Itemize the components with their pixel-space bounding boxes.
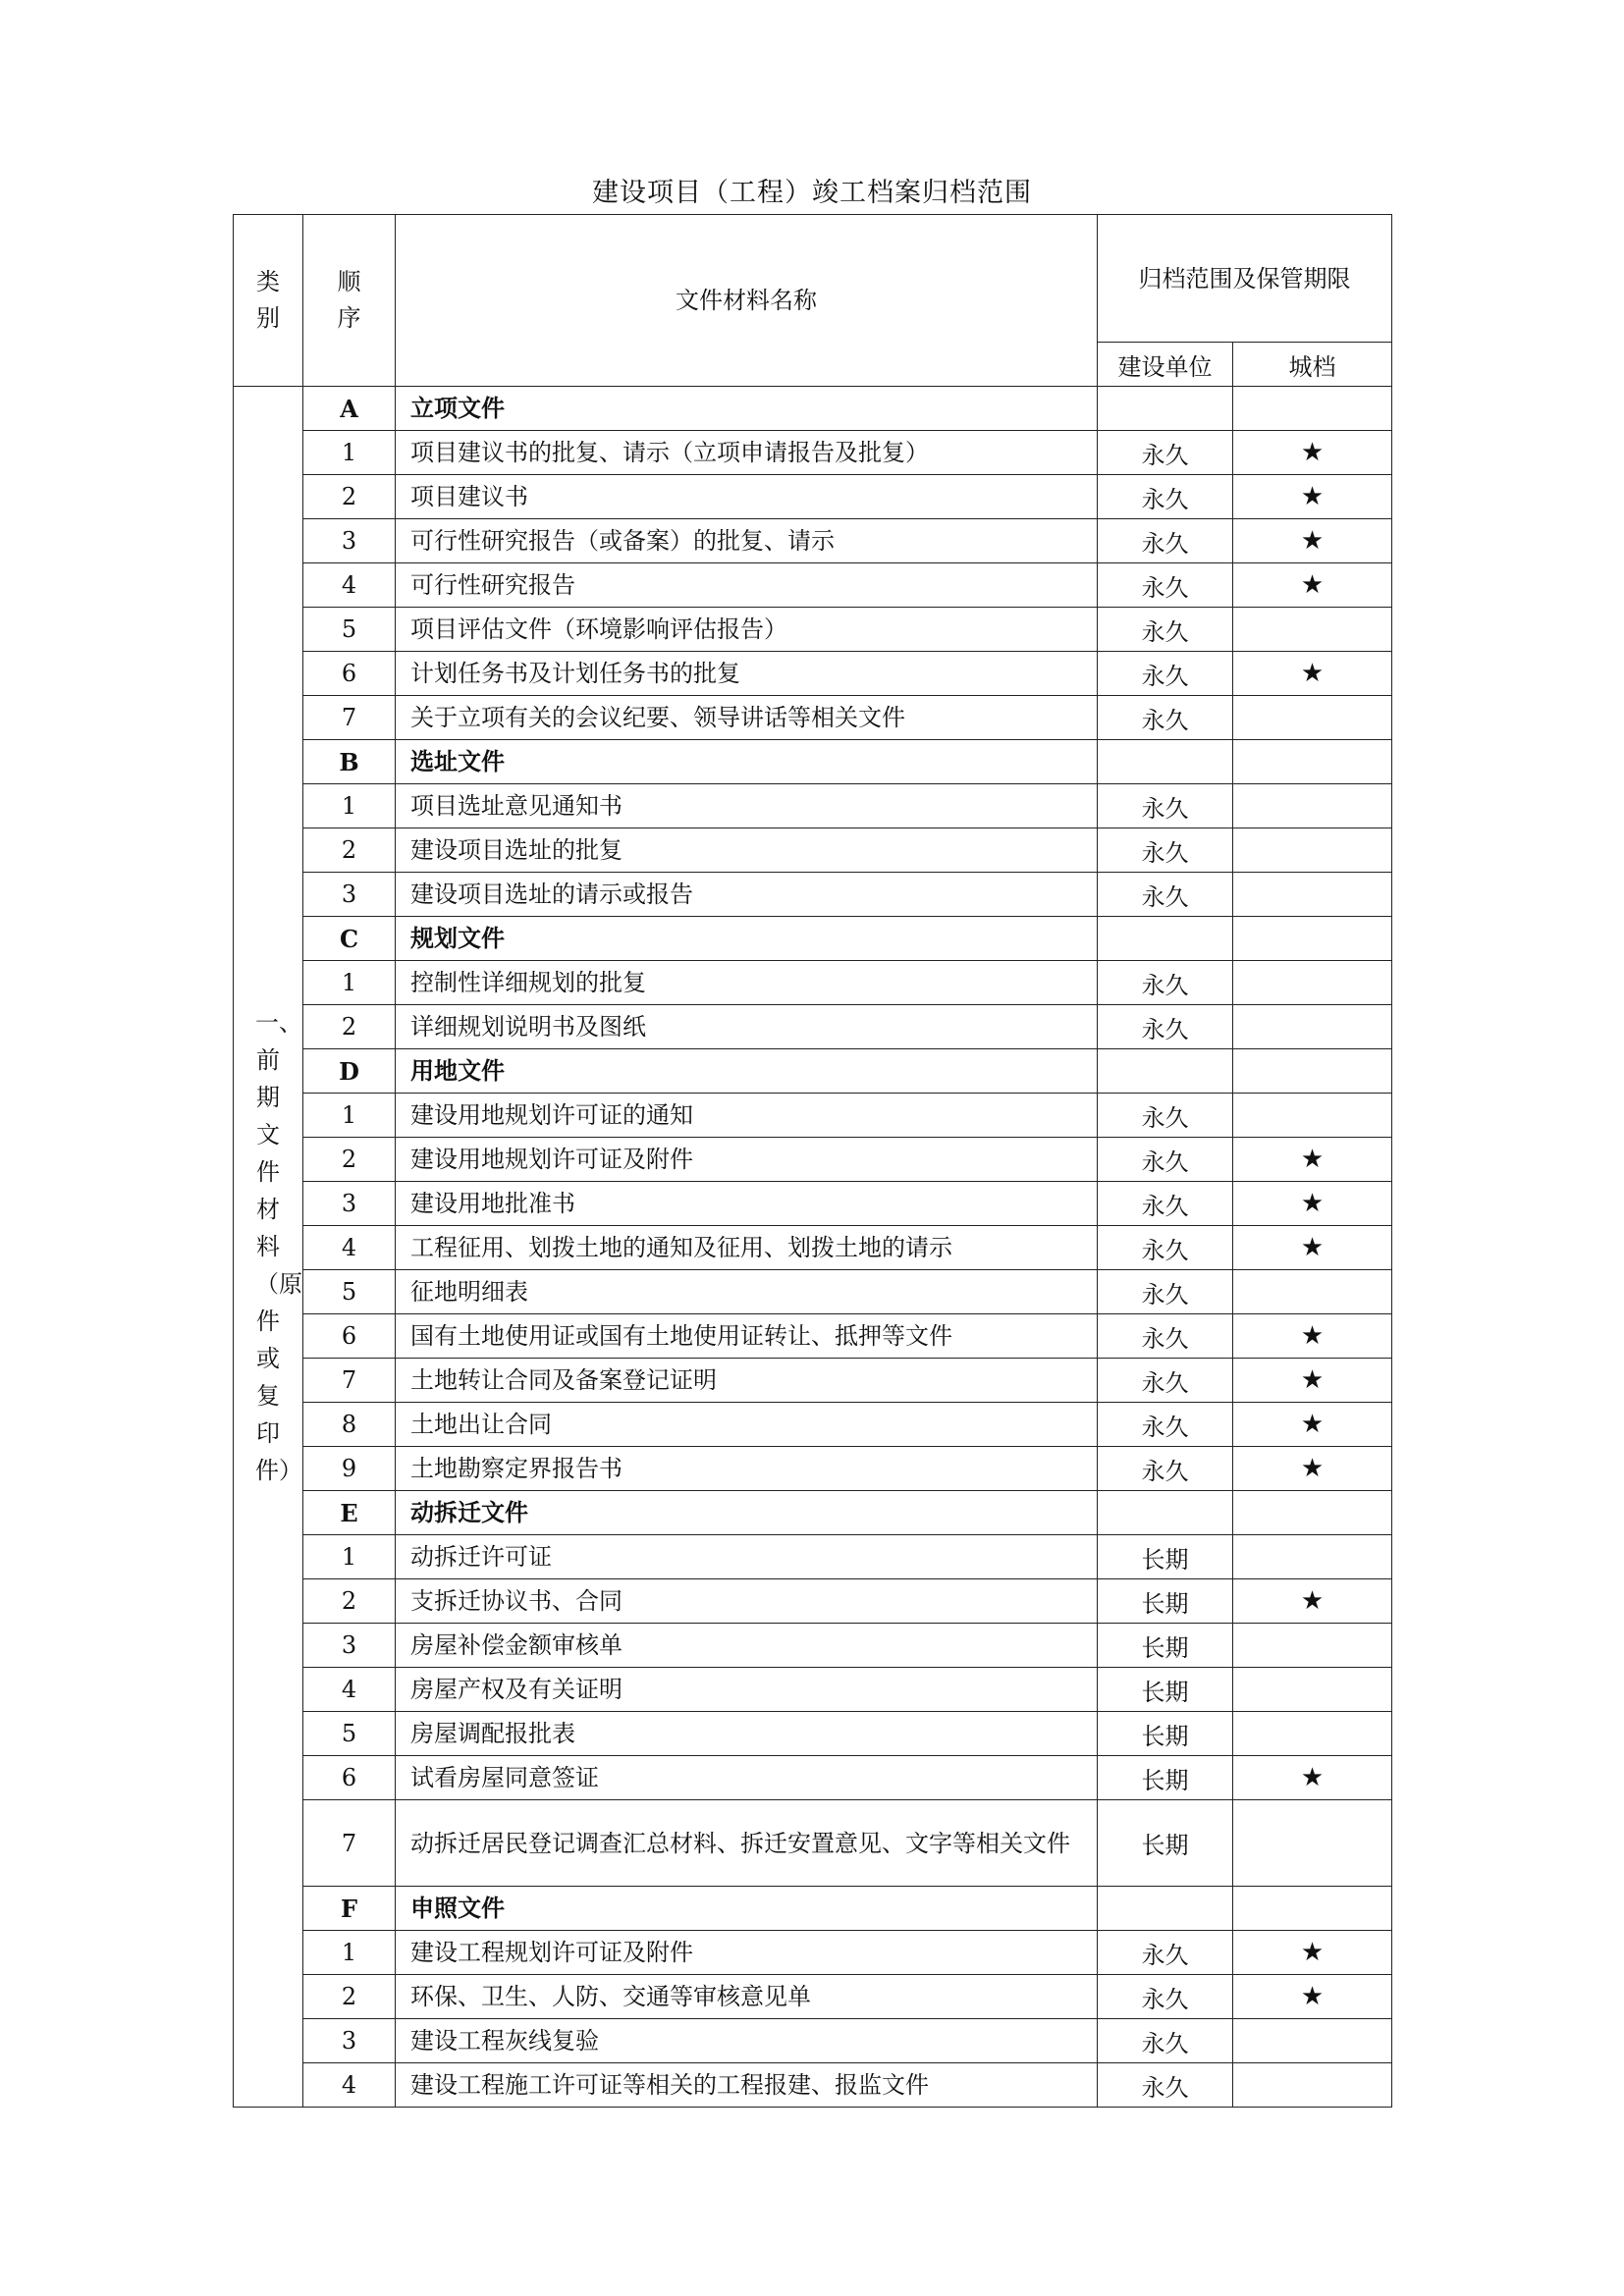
row-city-archive-star: ★ — [1233, 1138, 1392, 1182]
table-row — [234, 1226, 1392, 1270]
row-retention-unit: 永久 — [1098, 431, 1233, 475]
row-retention-unit: 永久 — [1098, 1359, 1233, 1403]
row-sequence: 2 — [303, 828, 396, 873]
row-file-name: 建设工程施工许可证等相关的工程报建、报监文件 — [396, 2063, 1098, 2108]
row-sequence: 6 — [303, 1756, 396, 1800]
row-city-archive-star: ★ — [1233, 1359, 1392, 1403]
row-retention-unit: 永久 — [1098, 784, 1233, 828]
table-row — [234, 1270, 1392, 1314]
row-file-name: 环保、卫生、人防、交通等审核意见单 — [396, 1975, 1098, 2019]
row-file-name: 申照文件 — [396, 1887, 1098, 1931]
section-row — [234, 740, 1392, 784]
row-sequence: C — [303, 917, 396, 961]
section-row — [234, 1887, 1392, 1931]
table-row — [234, 961, 1392, 1005]
table-row — [234, 1005, 1392, 1049]
row-sequence: E — [303, 1491, 396, 1535]
row-retention-unit — [1098, 1049, 1233, 1094]
row-sequence: 1 — [303, 961, 396, 1005]
row-retention-unit: 长期 — [1098, 1712, 1233, 1756]
row-file-name: 建设用地批准书 — [396, 1182, 1098, 1226]
row-city-archive-star: ★ — [1233, 652, 1392, 696]
row-sequence: 6 — [303, 1314, 396, 1359]
row-sequence: 1 — [303, 1094, 396, 1138]
row-retention-unit: 永久 — [1098, 1314, 1233, 1359]
header-file-name-label: 文件材料名称 — [676, 287, 817, 314]
row-sequence: 4 — [303, 563, 396, 608]
row-sequence: 1 — [303, 1535, 396, 1579]
row-sequence: A — [303, 387, 396, 431]
row-file-name: 建设工程规划许可证及附件 — [396, 1931, 1098, 1975]
category-label: 一、前期文件材料（原件或复印件） — [255, 1009, 302, 1484]
row-file-name: 试看房屋同意签证 — [396, 1756, 1098, 1800]
row-retention-unit: 永久 — [1098, 873, 1233, 917]
row-retention-unit — [1098, 1491, 1233, 1535]
header-city-archive: 城档 — [1233, 343, 1392, 387]
row-file-name: 土地转让合同及备案登记证明 — [396, 1359, 1098, 1403]
table-row — [234, 828, 1392, 873]
row-city-archive-star — [1233, 873, 1392, 917]
table-row — [234, 1975, 1392, 2019]
row-file-name: 房屋补偿金额审核单 — [396, 1624, 1098, 1668]
row-file-name: 动拆迁文件 — [396, 1491, 1098, 1535]
row-file-name: 房屋调配报批表 — [396, 1712, 1098, 1756]
row-sequence: 7 — [303, 1359, 396, 1403]
row-city-archive-star — [1233, 917, 1392, 961]
table-row — [234, 1182, 1392, 1226]
row-file-name: 建设用地规划许可证的通知 — [396, 1094, 1098, 1138]
row-retention-unit: 长期 — [1098, 1624, 1233, 1668]
section-row — [234, 1049, 1392, 1094]
row-retention-unit: 永久 — [1098, 1270, 1233, 1314]
table-row — [234, 1800, 1392, 1887]
row-file-name: 房屋产权及有关证明 — [396, 1668, 1098, 1712]
table-row — [234, 696, 1392, 740]
row-city-archive-star: ★ — [1233, 1314, 1392, 1359]
row-file-name: 规划文件 — [396, 917, 1098, 961]
header-sequence-label: 顺序 — [337, 268, 361, 332]
table-row — [234, 1931, 1392, 1975]
row-city-archive-star — [1233, 696, 1392, 740]
row-sequence: B — [303, 740, 396, 784]
table-row — [234, 1756, 1392, 1800]
category-cell — [234, 387, 303, 2108]
row-retention-unit: 永久 — [1098, 519, 1233, 563]
row-retention-unit: 永久 — [1098, 652, 1233, 696]
header-file-name — [396, 215, 1098, 387]
row-sequence: 2 — [303, 1975, 396, 2019]
row-retention-unit: 永久 — [1098, 828, 1233, 873]
row-retention-unit: 永久 — [1098, 1005, 1233, 1049]
row-file-name: 计划任务书及计划任务书的批复 — [396, 652, 1098, 696]
row-retention-unit: 永久 — [1098, 1138, 1233, 1182]
row-file-name: 项目建议书的批复、请示（立项申请报告及批复） — [396, 431, 1098, 475]
row-city-archive-star — [1233, 828, 1392, 873]
row-sequence: 7 — [303, 1800, 396, 1887]
row-sequence: 6 — [303, 652, 396, 696]
table-body — [234, 215, 1392, 2108]
table-row — [234, 2063, 1392, 2108]
row-city-archive-star — [1233, 1094, 1392, 1138]
row-sequence: 2 — [303, 475, 396, 519]
row-city-archive-star — [1233, 2063, 1392, 2108]
row-sequence: 5 — [303, 608, 396, 652]
row-retention-unit: 永久 — [1098, 696, 1233, 740]
row-city-archive-star — [1233, 784, 1392, 828]
row-file-name: 土地出让合同 — [396, 1403, 1098, 1447]
table-row — [234, 1712, 1392, 1756]
table-row — [234, 652, 1392, 696]
header-row-1 — [234, 215, 1392, 343]
row-sequence: D — [303, 1049, 396, 1094]
row-file-name: 国有土地使用证或国有土地使用证转让、抵押等文件 — [396, 1314, 1098, 1359]
table-row — [234, 1403, 1392, 1447]
row-retention-unit: 永久 — [1098, 2019, 1233, 2063]
row-city-archive-star — [1233, 1712, 1392, 1756]
row-city-archive-star — [1233, 608, 1392, 652]
table-row — [234, 1447, 1392, 1491]
row-sequence: 3 — [303, 519, 396, 563]
row-city-archive-star — [1233, 1887, 1392, 1931]
row-file-name: 可行性研究报告（或备案）的批复、请示 — [396, 519, 1098, 563]
row-file-name: 建设用地规划许可证及附件 — [396, 1138, 1098, 1182]
row-city-archive-star — [1233, 1800, 1392, 1887]
row-retention-unit: 永久 — [1098, 1226, 1233, 1270]
row-file-name: 项目评估文件（环境影响评估报告） — [396, 608, 1098, 652]
row-city-archive-star — [1233, 961, 1392, 1005]
row-city-archive-star — [1233, 1491, 1392, 1535]
table-row — [234, 1535, 1392, 1579]
row-file-name: 关于立项有关的会议纪要、领导讲话等相关文件 — [396, 696, 1098, 740]
row-city-archive-star — [1233, 1535, 1392, 1579]
row-file-name: 立项文件 — [396, 387, 1098, 431]
row-city-archive-star: ★ — [1233, 519, 1392, 563]
row-sequence: 4 — [303, 1668, 396, 1712]
row-retention-unit: 永久 — [1098, 608, 1233, 652]
row-file-name: 建设项目选址的请示或报告 — [396, 873, 1098, 917]
row-sequence: 9 — [303, 1447, 396, 1491]
row-sequence: 2 — [303, 1005, 396, 1049]
row-city-archive-star — [1233, 1668, 1392, 1712]
row-file-name: 可行性研究报告 — [396, 563, 1098, 608]
table-row — [234, 519, 1392, 563]
header-archive-scope-label: 归档范围及保管期限 — [1138, 264, 1351, 293]
row-city-archive-star — [1233, 740, 1392, 784]
row-city-archive-star: ★ — [1233, 1447, 1392, 1491]
row-retention-unit: 永久 — [1098, 1447, 1233, 1491]
row-retention-unit — [1098, 740, 1233, 784]
row-retention-unit: 长期 — [1098, 1579, 1233, 1624]
row-city-archive-star — [1233, 2019, 1392, 2063]
table-row — [234, 873, 1392, 917]
row-sequence: F — [303, 1887, 396, 1931]
section-row — [234, 917, 1392, 961]
table-row — [234, 1094, 1392, 1138]
table-row — [234, 608, 1392, 652]
section-row — [234, 1491, 1392, 1535]
row-sequence: 1 — [303, 431, 396, 475]
row-retention-unit: 永久 — [1098, 1975, 1233, 2019]
row-city-archive-star: ★ — [1233, 1931, 1392, 1975]
row-sequence: 4 — [303, 1226, 396, 1270]
row-file-name: 详细规划说明书及图纸 — [396, 1005, 1098, 1049]
section-row — [234, 387, 1392, 431]
header-sequence — [303, 215, 396, 387]
row-retention-unit: 长期 — [1098, 1756, 1233, 1800]
row-file-name: 用地文件 — [396, 1049, 1098, 1094]
row-city-archive-star: ★ — [1233, 563, 1392, 608]
row-file-name: 建设项目选址的批复 — [396, 828, 1098, 873]
row-sequence: 3 — [303, 873, 396, 917]
header-construction-unit: 建设单位 — [1098, 343, 1233, 387]
row-file-name: 项目建议书 — [396, 475, 1098, 519]
row-sequence: 8 — [303, 1403, 396, 1447]
row-city-archive-star — [1233, 1624, 1392, 1668]
row-retention-unit: 长期 — [1098, 1800, 1233, 1887]
row-file-name: 支拆迁协议书、合同 — [396, 1579, 1098, 1624]
row-city-archive-star — [1233, 387, 1392, 431]
row-city-archive-star: ★ — [1233, 431, 1392, 475]
row-retention-unit: 永久 — [1098, 961, 1233, 1005]
row-file-name: 项目选址意见通知书 — [396, 784, 1098, 828]
table-row — [234, 2019, 1392, 2063]
table-row — [234, 475, 1392, 519]
row-retention-unit: 长期 — [1098, 1535, 1233, 1579]
row-city-archive-star: ★ — [1233, 1182, 1392, 1226]
row-file-name: 选址文件 — [396, 740, 1098, 784]
table-row — [234, 1579, 1392, 1624]
row-city-archive-star — [1233, 1049, 1392, 1094]
row-city-archive-star — [1233, 1005, 1392, 1049]
row-sequence: 5 — [303, 1712, 396, 1756]
header-category — [234, 215, 303, 387]
row-retention-unit: 永久 — [1098, 1094, 1233, 1138]
document-title: 建设项目（工程）竣工档案归档范围 — [592, 178, 1032, 208]
row-retention-unit: 永久 — [1098, 1403, 1233, 1447]
table-row — [234, 1314, 1392, 1359]
row-file-name: 控制性详细规划的批复 — [396, 961, 1098, 1005]
row-sequence: 3 — [303, 2019, 396, 2063]
row-sequence: 2 — [303, 1579, 396, 1624]
table-row — [234, 563, 1392, 608]
row-city-archive-star: ★ — [1233, 1975, 1392, 2019]
table-row — [234, 1138, 1392, 1182]
table-row — [234, 431, 1392, 475]
row-retention-unit — [1098, 387, 1233, 431]
row-city-archive-star — [1233, 1270, 1392, 1314]
row-city-archive-star: ★ — [1233, 1403, 1392, 1447]
row-retention-unit: 永久 — [1098, 1182, 1233, 1226]
row-city-archive-star: ★ — [1233, 1756, 1392, 1800]
row-sequence: 3 — [303, 1182, 396, 1226]
row-retention-unit: 永久 — [1098, 2063, 1233, 2108]
table-row — [234, 784, 1392, 828]
row-sequence: 4 — [303, 2063, 396, 2108]
row-file-name: 工程征用、划拨土地的通知及征用、划拨土地的请示 — [396, 1226, 1098, 1270]
table-row — [234, 1668, 1392, 1712]
row-sequence: 7 — [303, 696, 396, 740]
row-file-name: 征地明细表 — [396, 1270, 1098, 1314]
header-category-label: 类别 — [256, 268, 280, 332]
table-row — [234, 1624, 1392, 1668]
row-file-name: 土地勘察定界报告书 — [396, 1447, 1098, 1491]
row-sequence: 2 — [303, 1138, 396, 1182]
archive-scope-table — [233, 214, 1392, 2108]
row-file-name: 动拆迁居民登记调查汇总材料、拆迁安置意见、文字等相关文件 — [396, 1800, 1098, 1887]
row-retention-unit: 永久 — [1098, 563, 1233, 608]
row-sequence: 3 — [303, 1624, 396, 1668]
row-retention-unit: 长期 — [1098, 1668, 1233, 1712]
row-sequence: 5 — [303, 1270, 396, 1314]
row-sequence: 1 — [303, 1931, 396, 1975]
row-file-name: 动拆迁许可证 — [396, 1535, 1098, 1579]
row-file-name: 建设工程灰线复验 — [396, 2019, 1098, 2063]
row-city-archive-star: ★ — [1233, 475, 1392, 519]
row-retention-unit: 永久 — [1098, 1931, 1233, 1975]
row-sequence: 1 — [303, 784, 396, 828]
table-row — [234, 1359, 1392, 1403]
header-archive-scope — [1098, 215, 1392, 343]
row-retention-unit — [1098, 917, 1233, 961]
row-city-archive-star: ★ — [1233, 1226, 1392, 1270]
row-retention-unit — [1098, 1887, 1233, 1931]
row-retention-unit: 永久 — [1098, 475, 1233, 519]
row-city-archive-star: ★ — [1233, 1579, 1392, 1624]
